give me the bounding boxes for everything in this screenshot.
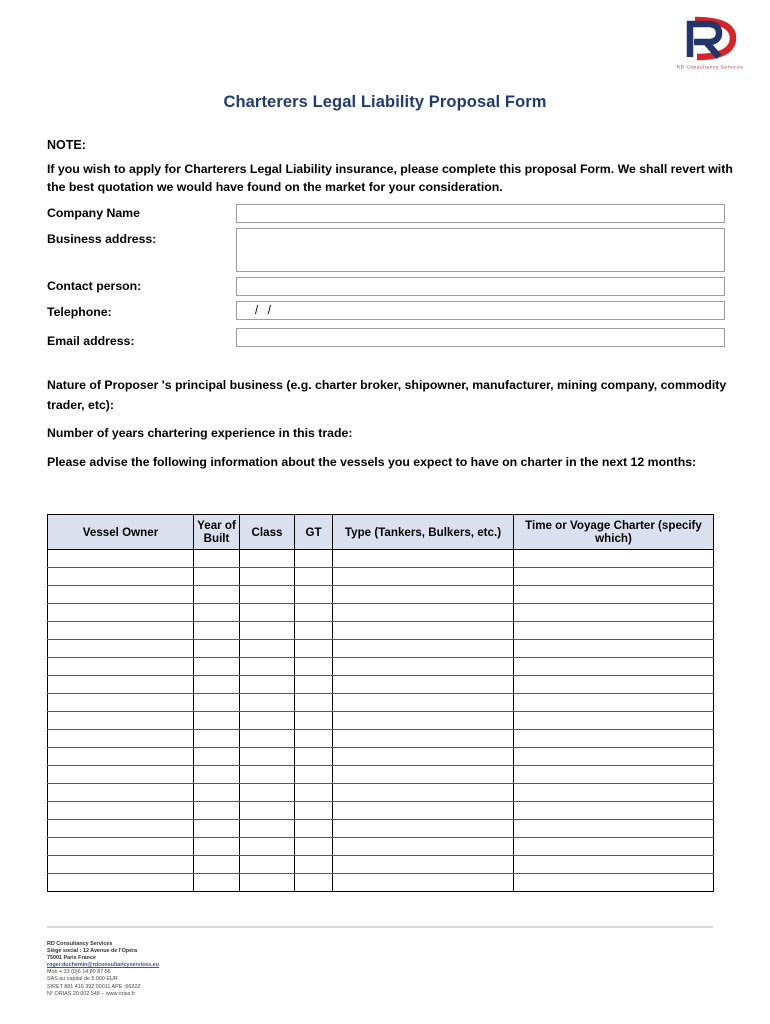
table-cell[interactable] [194, 766, 240, 784]
page-title: Charterers Legal Liability Proposal Form [223, 93, 547, 111]
question-nature-of-business: Nature of Proposer 's principal business (e.g. charter broker, shipowner, manufacturer, mining company, commodity trader, etc): [47, 378, 727, 412]
table-cell[interactable] [240, 658, 295, 676]
footer-orias: N° ORIAS 20 002 548 – www.orias.fr [47, 990, 136, 997]
table-cell[interactable] [48, 640, 194, 658]
table-cell[interactable] [333, 640, 514, 658]
table-cell[interactable] [240, 568, 295, 586]
table-cell[interactable] [48, 604, 194, 622]
table-cell[interactable] [333, 874, 514, 892]
table-row[interactable] [48, 856, 714, 874]
table-cell[interactable] [194, 622, 240, 640]
table-cell[interactable] [333, 802, 514, 820]
table-cell[interactable] [48, 694, 194, 712]
table-cell[interactable] [194, 838, 240, 856]
table-cell[interactable] [240, 802, 295, 820]
table-cell[interactable] [295, 568, 333, 586]
th-year-of-built: Year of Built [194, 515, 240, 550]
table-cell[interactable] [514, 802, 714, 820]
table-cell[interactable] [333, 658, 514, 676]
footer-capital: SAS au capital de 5.000 EUR [47, 976, 118, 983]
table-cell[interactable] [240, 694, 295, 712]
table-cell[interactable] [48, 658, 194, 676]
table-cell[interactable] [333, 856, 514, 874]
table-cell[interactable] [514, 820, 714, 838]
table-cell[interactable] [48, 676, 194, 694]
table-cell[interactable] [48, 550, 194, 568]
table-row[interactable] [48, 802, 714, 820]
table-cell[interactable] [194, 640, 240, 658]
table-cell[interactable] [333, 784, 514, 802]
table-cell[interactable] [194, 676, 240, 694]
table-cell[interactable] [333, 712, 514, 730]
table-cell[interactable] [194, 658, 240, 676]
table-cell[interactable] [295, 694, 333, 712]
table-cell[interactable] [295, 550, 333, 568]
footer-address: Siège social : 12 Avenue de l'Opéra [47, 948, 138, 955]
label-telephone: Telephone: [47, 305, 112, 319]
table-cell[interactable] [48, 784, 194, 802]
table-cell[interactable] [333, 820, 514, 838]
table-row[interactable] [48, 586, 714, 604]
table-cell[interactable] [194, 712, 240, 730]
table-cell[interactable] [514, 730, 714, 748]
table-cell[interactable] [295, 730, 333, 748]
table-cell[interactable] [333, 604, 514, 622]
table-cell[interactable] [514, 568, 714, 586]
table-cell[interactable] [240, 820, 295, 838]
footer-block [47, 941, 467, 998]
table-cell[interactable] [194, 550, 240, 568]
question-vessel-info-intro: Please advise the following information about the vessels you expect to have on charter in the next 12 months: [47, 455, 697, 469]
table-cell[interactable] [333, 766, 514, 784]
table-cell[interactable] [240, 622, 295, 640]
input-email-address[interactable] [236, 328, 725, 347]
table-cell[interactable] [333, 568, 514, 586]
table-cell[interactable] [240, 748, 295, 766]
th-charter-type: Time or Voyage Charter (specify which) [514, 515, 714, 550]
table-cell[interactable] [240, 640, 295, 658]
label-email-address: Email address: [47, 334, 135, 348]
table-cell[interactable] [240, 730, 295, 748]
table-row[interactable] [48, 550, 714, 568]
table-cell[interactable] [295, 658, 333, 676]
table-cell[interactable] [240, 838, 295, 856]
footer-mobile: Mob + 33 (0)6 14 89 87 56 [47, 969, 111, 976]
table-cell[interactable] [48, 802, 194, 820]
table-cell[interactable] [48, 568, 194, 586]
table-header-row [48, 515, 714, 550]
table-cell[interactable] [295, 676, 333, 694]
table-cell[interactable] [514, 622, 714, 640]
company-logo [662, 14, 758, 80]
table-cell[interactable] [240, 586, 295, 604]
input-company-name[interactable] [236, 204, 725, 223]
input-business-address[interactable] [236, 228, 725, 272]
table-cell[interactable] [48, 712, 194, 730]
table-cell[interactable] [240, 604, 295, 622]
label-contact-person: Contact person: [47, 279, 142, 293]
th-vessel-owner: Vessel Owner [48, 515, 194, 550]
table-cell[interactable] [295, 748, 333, 766]
table-row[interactable] [48, 712, 714, 730]
th-gt: GT [295, 515, 333, 550]
table-cell[interactable] [295, 874, 333, 892]
footer-divider [47, 926, 713, 928]
table-cell[interactable] [514, 550, 714, 568]
table-cell[interactable] [333, 730, 514, 748]
note-body: If you wish to apply for Charterers Legal Liability insurance, please complete this proposal Form. We shall revert with the best quotation we would have found on the market for your consideration. [47, 162, 733, 194]
table-cell[interactable] [295, 586, 333, 604]
table-cell[interactable] [514, 604, 714, 622]
table-row[interactable] [48, 820, 714, 838]
table-cell[interactable] [514, 694, 714, 712]
table-cell[interactable] [48, 730, 194, 748]
table-cell[interactable] [194, 856, 240, 874]
label-business-address: Business address: [47, 232, 157, 246]
table-cell[interactable] [514, 748, 714, 766]
table-row[interactable] [48, 748, 714, 766]
table-row[interactable] [48, 622, 714, 640]
logo-caption: RD Consultancy Services [676, 64, 744, 71]
table-cell[interactable] [295, 712, 333, 730]
table-cell[interactable] [333, 838, 514, 856]
note-label: NOTE: [47, 138, 86, 152]
table-row[interactable] [48, 676, 714, 694]
th-class: Class [240, 515, 295, 550]
table-cell[interactable] [194, 748, 240, 766]
table-row[interactable] [48, 766, 714, 784]
table-cell[interactable] [295, 838, 333, 856]
table-row[interactable] [48, 874, 714, 892]
question-years-experience: Number of years chartering experience in this trade: [47, 426, 353, 440]
table-cell[interactable] [295, 622, 333, 640]
table-cell[interactable] [194, 802, 240, 820]
table-row[interactable] [48, 694, 714, 712]
table-cell[interactable] [295, 640, 333, 658]
table-cell[interactable] [48, 586, 194, 604]
vessel-table-body[interactable] [48, 550, 714, 892]
input-contact-person[interactable] [236, 277, 725, 296]
table-cell[interactable] [333, 676, 514, 694]
table-cell[interactable] [333, 586, 514, 604]
table-cell[interactable] [194, 694, 240, 712]
table-cell[interactable] [240, 874, 295, 892]
vessel-table [47, 514, 714, 892]
label-company-name: Company Name [47, 206, 140, 220]
table-cell[interactable] [295, 784, 333, 802]
table-cell[interactable] [295, 604, 333, 622]
table-row[interactable] [48, 658, 714, 676]
table-cell[interactable] [240, 784, 295, 802]
table-cell[interactable] [194, 604, 240, 622]
table-cell[interactable] [194, 820, 240, 838]
table-cell[interactable] [48, 748, 194, 766]
table-cell[interactable] [333, 550, 514, 568]
table-cell[interactable] [240, 712, 295, 730]
table-cell[interactable] [514, 658, 714, 676]
table-cell[interactable] [48, 622, 194, 640]
table-cell[interactable] [240, 676, 295, 694]
table-cell[interactable] [514, 640, 714, 658]
rd-monogram-icon [675, 14, 745, 62]
table-cell[interactable] [514, 874, 714, 892]
table-cell[interactable] [295, 856, 333, 874]
table-cell[interactable] [514, 784, 714, 802]
table-cell[interactable] [194, 568, 240, 586]
footer-siret: SIRET 881 416 392 00011 APE :6622Z [47, 983, 141, 990]
table-row[interactable] [48, 784, 714, 802]
table-cell[interactable] [48, 766, 194, 784]
table-cell[interactable] [48, 838, 194, 856]
table-row[interactable] [48, 568, 714, 586]
table-cell[interactable] [514, 838, 714, 856]
th-type: Type (Tankers, Bulkers, etc.) [333, 515, 514, 550]
table-cell[interactable] [48, 874, 194, 892]
table-cell[interactable] [295, 766, 333, 784]
table-cell[interactable] [333, 748, 514, 766]
table-cell[interactable] [194, 874, 240, 892]
table-row[interactable] [48, 604, 714, 622]
table-row[interactable] [48, 838, 714, 856]
table-cell[interactable] [240, 550, 295, 568]
footer-company: RD Consultancy Services [47, 941, 113, 947]
table-row[interactable] [48, 730, 714, 748]
input-telephone[interactable] [236, 301, 725, 320]
table-row[interactable] [48, 640, 714, 658]
table-cell[interactable] [514, 586, 714, 604]
table-cell[interactable] [514, 766, 714, 784]
table-cell[interactable] [48, 820, 194, 838]
table-cell[interactable] [240, 766, 295, 784]
table-cell[interactable] [194, 784, 240, 802]
table-cell[interactable] [194, 730, 240, 748]
table-cell[interactable] [514, 856, 714, 874]
footer-city: 75001 Paris France [47, 955, 96, 962]
table-cell[interactable] [333, 622, 514, 640]
table-cell[interactable] [514, 712, 714, 730]
table-cell[interactable] [295, 820, 333, 838]
table-cell[interactable] [333, 694, 514, 712]
table-cell[interactable] [514, 676, 714, 694]
table-cell[interactable] [48, 856, 194, 874]
table-cell[interactable] [295, 802, 333, 820]
table-cell[interactable] [240, 856, 295, 874]
table-cell[interactable] [194, 586, 240, 604]
footer-email-link[interactable]: roger.duchemin@rdconsultancyservices.eu [47, 962, 159, 969]
